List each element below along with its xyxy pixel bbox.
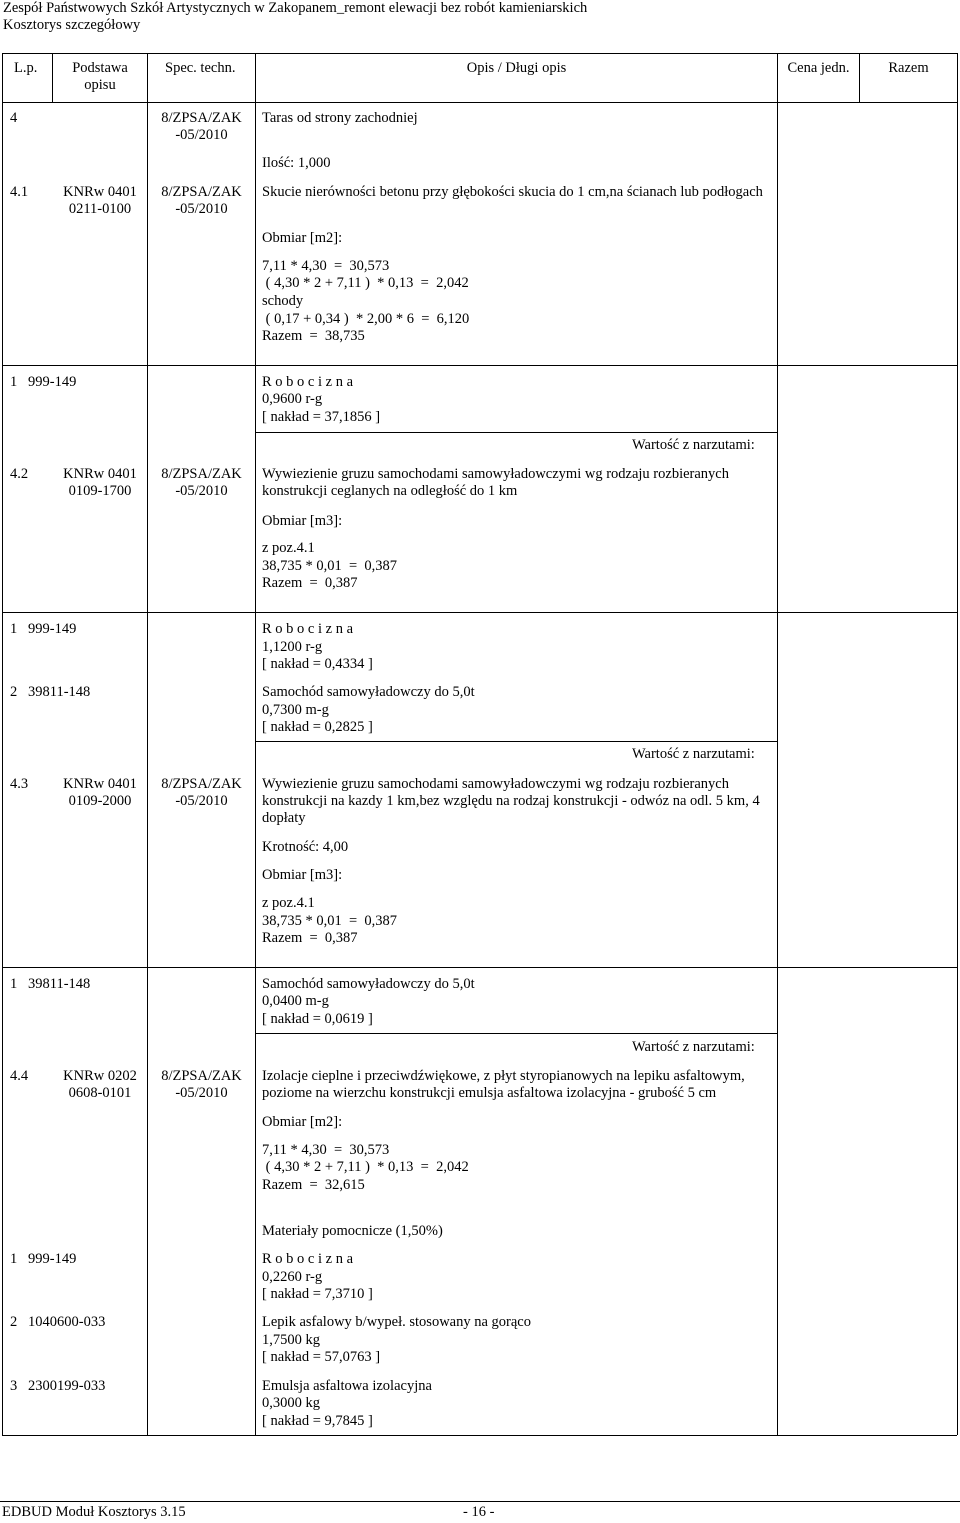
item-base-line1: KNRw 0202 xyxy=(63,1068,137,1084)
item-spec-line1: 8/ZPSA/ZAK xyxy=(161,466,242,482)
calc-line: 38,735 * 0,01 = 0,387 xyxy=(262,558,398,574)
item-description: Wywiezienie gruzu samochodami samowyładowczymi wg rodzaju rozbieranych konstrukcji na kazdy 1 km,bez względu na rodzaj konstrukcji - odwóz na odl. 5 km, 4 dopłaty xyxy=(262,776,760,826)
resource-naklad: [ nakład = 0,0619 ] xyxy=(262,1011,373,1027)
table-border-left xyxy=(2,53,3,1435)
resource-code: 2300199-033 xyxy=(28,1378,106,1394)
calc-line: ( 4,30 * 2 + 7,11 ) * 0,13 = 2,042 xyxy=(262,1159,469,1175)
footer-page-number: - 16 - xyxy=(463,1504,495,1520)
resource-naklad: [ nakład = 0,4334 ] xyxy=(262,656,373,672)
resource-qty: 1,7500 kg xyxy=(262,1332,320,1348)
section-spec-line2: -05/2010 xyxy=(175,127,228,143)
item-krotnosc: Krotność: 4,00 xyxy=(262,839,349,855)
item-spec-line1: 8/ZPSA/ZAK xyxy=(161,776,242,792)
resource-qty: 0,0400 m-g xyxy=(262,993,329,1009)
section-lp: 4 xyxy=(10,110,18,126)
resource-code: 999-149 xyxy=(28,374,77,390)
row-rule xyxy=(2,365,957,366)
calc-total: Razem = 32,615 xyxy=(262,1177,365,1193)
item-base-line2: 0608-0101 xyxy=(68,1085,132,1101)
col-header-podstawa xyxy=(53,60,147,94)
calc-total: Razem = 38,735 xyxy=(262,328,365,344)
materialy-pomocnicze: Materiały pomocnicze (1,50%) xyxy=(262,1223,443,1239)
section-title: Taras od strony zachodniej xyxy=(262,110,418,126)
resource-naklad: [ nakład = 9,7845 ] xyxy=(262,1413,373,1429)
item-description: Izolacje cieplne i przeciwdźwiękowe, z płyt styropianowych na lepiku asfaltowym, poziome na wierzchu konstrukcji emulsja asfaltowa izolacyjna - grubość 5 cm xyxy=(262,1068,745,1101)
resource-code: 999-149 xyxy=(28,621,77,637)
wartosc-label: Wartość z narzutami: xyxy=(632,746,755,762)
resource-name: R o b o c i z n a xyxy=(262,374,354,390)
section-spec xyxy=(148,110,255,144)
item-lp: 4.4 xyxy=(10,1068,29,1084)
item-base-line1: KNRw 0401 xyxy=(63,184,137,200)
item-lp: 4.1 xyxy=(10,184,29,200)
resource-number: 1 xyxy=(10,976,18,992)
resource-number: 1 xyxy=(10,621,18,637)
item-base xyxy=(53,1068,147,1102)
col-header-opis: Opis / Długi opis xyxy=(466,60,567,76)
calc-total: Razem = 0,387 xyxy=(262,930,358,946)
row-rule xyxy=(2,967,957,968)
calc-line: ( 0,17 + 0,34 ) * 2,00 * 6 = 6,120 xyxy=(262,311,470,327)
item-base xyxy=(53,776,147,810)
resource-name: R o b o c i z n a xyxy=(262,1251,354,1267)
document-title: Zespół Państwowych Szkół Artystycznych w Zakopanem_remont elewacji bez robót kamieniarskich xyxy=(3,0,588,16)
section-ilosc: Ilość: 1,000 xyxy=(262,155,331,171)
document-subtitle: Kosztorys szczegółowy xyxy=(3,17,141,33)
resource-code: 39811-148 xyxy=(28,976,91,992)
resource-number: 2 xyxy=(10,684,18,700)
resource-number: 2 xyxy=(10,1314,18,1330)
header-bottom-rule xyxy=(2,102,957,103)
calc-line: ( 4,30 * 2 + 7,11 ) * 0,13 = 2,042 xyxy=(262,275,469,291)
calc-total: Razem = 0,387 xyxy=(262,575,358,591)
row-rule xyxy=(2,612,957,613)
resource-naklad: [ nakład = 57,0763 ] xyxy=(262,1349,381,1365)
item-lp: 4.3 xyxy=(10,776,29,792)
item-base xyxy=(53,184,147,218)
resource-number: 1 xyxy=(10,374,18,390)
resource-qty: 0,7300 m-g xyxy=(262,702,329,718)
item-spec-line1: 8/ZPSA/ZAK xyxy=(161,184,242,200)
col-divider-4 xyxy=(777,53,778,1435)
item-spec-line2: -05/2010 xyxy=(175,483,228,499)
item-obmiar-label: Obmiar [m3]: xyxy=(262,867,343,883)
item-lp: 4.2 xyxy=(10,466,29,482)
table-top-rule xyxy=(2,53,957,54)
wartosc-rule xyxy=(255,741,777,742)
section-spec-line1: 8/ZPSA/ZAK xyxy=(161,110,242,126)
resource-qty: 0,3000 kg xyxy=(262,1395,320,1411)
col-header-podstawa-line2: opisu xyxy=(84,77,116,93)
resource-number: 1 xyxy=(10,1251,18,1267)
col-header-cena: Cena jedn. xyxy=(787,60,850,76)
item-obmiar-label: Obmiar [m3]: xyxy=(262,513,343,529)
item-obmiar-label: Obmiar [m2]: xyxy=(262,1114,343,1130)
item-base-line1: KNRw 0401 xyxy=(63,776,137,792)
item-obmiar-label: Obmiar [m2]: xyxy=(262,230,343,246)
item-base-line2: 0109-1700 xyxy=(68,483,132,499)
resource-code: 999-149 xyxy=(28,1251,77,1267)
wartosc-rule xyxy=(255,432,777,433)
item-spec xyxy=(148,466,255,500)
resource-number: 3 xyxy=(10,1378,18,1394)
item-base-line2: 0211-0100 xyxy=(68,201,132,217)
col-header-lp: L.p. xyxy=(14,60,38,76)
table-border-right xyxy=(957,53,958,1435)
item-description: Skucie nierówności betonu przy głębokości skucia do 1 cm,na ścianach lub podłogach xyxy=(262,184,763,200)
item-spec xyxy=(148,184,255,218)
item-base xyxy=(53,466,147,500)
footer-software: EDBUD Moduł Kosztorys 3.15 xyxy=(2,1504,186,1520)
resource-name: Emulsja asfaltowa izolacyjna xyxy=(262,1378,432,1394)
calc-line: 7,11 * 4,30 = 30,573 xyxy=(262,258,390,274)
calc-line: z poz.4.1 xyxy=(262,540,315,556)
item-base-line1: KNRw 0401 xyxy=(63,466,137,482)
item-description: Wywiezienie gruzu samochodami samowyładowczymi wg rodzaju rozbieranych konstrukcji ceglanych na odległość do 1 km xyxy=(262,466,729,499)
table-bottom-rule xyxy=(2,1435,957,1436)
col-header-podstawa-line1: Podstawa xyxy=(72,60,128,76)
item-spec-line2: -05/2010 xyxy=(175,793,228,809)
col-divider-3 xyxy=(255,53,256,1435)
resource-name: Samochód samowyładowczy do 5,0t xyxy=(262,684,475,700)
item-spec xyxy=(148,1068,255,1102)
resource-name: R o b o c i z n a xyxy=(262,621,354,637)
col-divider-2 xyxy=(147,53,148,1435)
wartosc-rule xyxy=(255,1033,777,1034)
resource-naklad: [ nakład = 7,3710 ] xyxy=(262,1286,373,1302)
resource-naklad: [ nakład = 0,2825 ] xyxy=(262,719,373,735)
wartosc-label: Wartość z narzutami: xyxy=(632,1039,755,1055)
resource-naklad: [ nakład = 37,1856 ] xyxy=(262,409,381,425)
resource-qty: 0,2260 r-g xyxy=(262,1269,323,1285)
calc-line: schody xyxy=(262,293,304,309)
wartosc-label: Wartość z narzutami: xyxy=(632,437,755,453)
item-spec-line1: 8/ZPSA/ZAK xyxy=(161,1068,242,1084)
calc-line: 38,735 * 0,01 = 0,387 xyxy=(262,913,398,929)
calc-line: z poz.4.1 xyxy=(262,895,315,911)
calc-line: 7,11 * 4,30 = 30,573 xyxy=(262,1142,390,1158)
resource-code: 39811-148 xyxy=(28,684,91,700)
resource-qty: 0,9600 r-g xyxy=(262,391,323,407)
resource-name: Lepik asfalowy b/wypeł. stosowany na gorąco xyxy=(262,1314,531,1330)
resource-name: Samochód samowyładowczy do 5,0t xyxy=(262,976,475,992)
footer-rule xyxy=(0,1501,960,1502)
col-header-spec: Spec. techn. xyxy=(165,60,236,76)
item-base-line2: 0109-2000 xyxy=(68,793,132,809)
item-spec-line2: -05/2010 xyxy=(175,1085,228,1101)
resource-code: 1040600-033 xyxy=(28,1314,106,1330)
item-spec-line2: -05/2010 xyxy=(175,201,228,217)
col-header-razem: Razem xyxy=(888,60,929,76)
resource-qty: 1,1200 r-g xyxy=(262,639,323,655)
item-spec xyxy=(148,776,255,810)
